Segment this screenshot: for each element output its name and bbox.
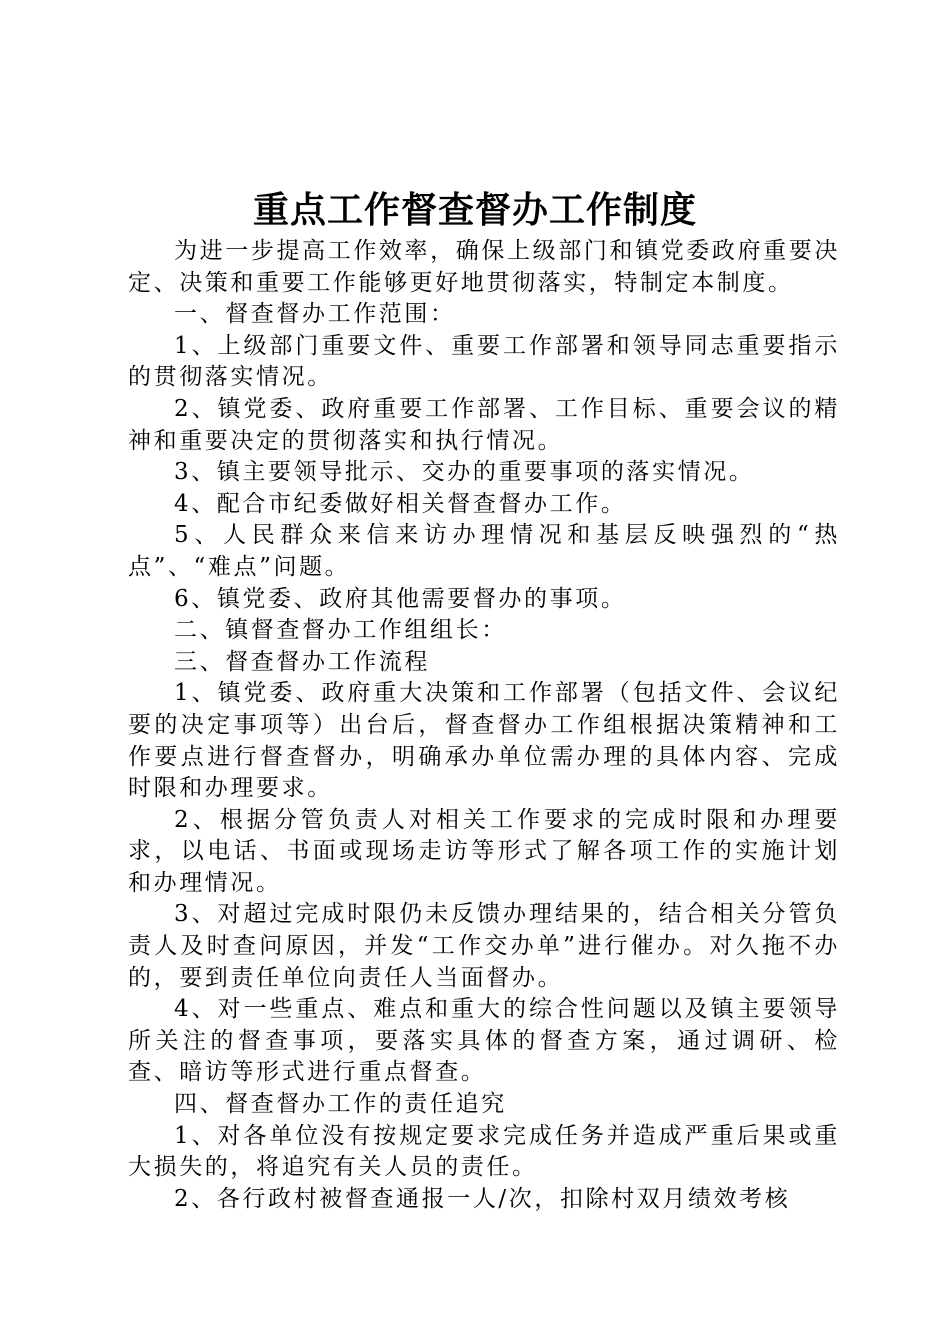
scope-item-1: 1、上级部门重要文件、重要工作部署和领导同志重要指示的贯彻落实情况。: [128, 332, 840, 391]
accountability-item-2: 2、各行政村被督查通报一人/次，扣除村双月绩效考核: [174, 1185, 791, 1212]
process-item-4: 4、对一些重点、难点和重大的综合性问题以及镇主要领导所关注的督查事项，要落实具体的督查方案，通过调研、检查、暗访等形式进行重点督查。: [128, 996, 840, 1086]
section-heading-team: 二、镇督查督办工作组组长：: [174, 617, 507, 644]
scope-item-3: 3、镇主要领导批示、交办的重要事项的落实情况。: [174, 459, 755, 486]
section-heading-scope: 一、督查督办工作范围：: [174, 301, 456, 328]
scope-item-6: 6、镇党委、政府其他需要督办的事项。: [174, 585, 627, 612]
process-item-3: 3、对超过完成时限仍未反馈办理结果的，结合相关分管负责人及时查问原因，并发“工作交办单”进行催办。对久拖不办的，要到责任单位向责任人当面督办。: [128, 901, 840, 991]
scope-item-5: 5、人民群众来信来访办理情况和基层反映强烈的“热点”、“难点”问题。: [128, 522, 840, 580]
process-item-2: 2、根据分管负责人对相关工作要求的完成时限和办理要求，以电话、书面或现场走访等形式了解各项工作的实施计划和办理情况。: [128, 806, 840, 896]
section-heading-process: 三、督查督办工作流程: [174, 648, 430, 675]
document-title: 重点工作督查督办工作制度: [252, 189, 697, 231]
scope-item-4: 4、配合市纪委做好相关督查督办工作。: [174, 490, 627, 517]
scope-item-2: 2、镇党委、政府重要工作部署、工作目标、重要会议的精神和重要决定的贯彻落实和执行情况。: [128, 395, 840, 454]
document-body: [128, 236, 840, 1215]
process-item-1: 1、镇党委、政府重大决策和工作部署（包括文件、会议纪要的决定事项等）出台后，督查督办工作组根据决策精神和工作要点进行督查督办，明确承办单位需办理的具体内容、完成时限和办理要求。: [128, 680, 840, 802]
section-heading-accountability: 四、督查督办工作的责任追究: [174, 1091, 507, 1118]
accountability-item-1: 1、对各单位没有按规定要求完成任务并造成严重后果或重大损失的，将追究有关人员的责任。: [128, 1122, 840, 1181]
intro-paragraph: 为进一步提高工作效率，确保上级部门和镇党委政府重要决定、决策和重要工作能够更好地贯彻落实，特制定本制度。: [128, 238, 840, 296]
